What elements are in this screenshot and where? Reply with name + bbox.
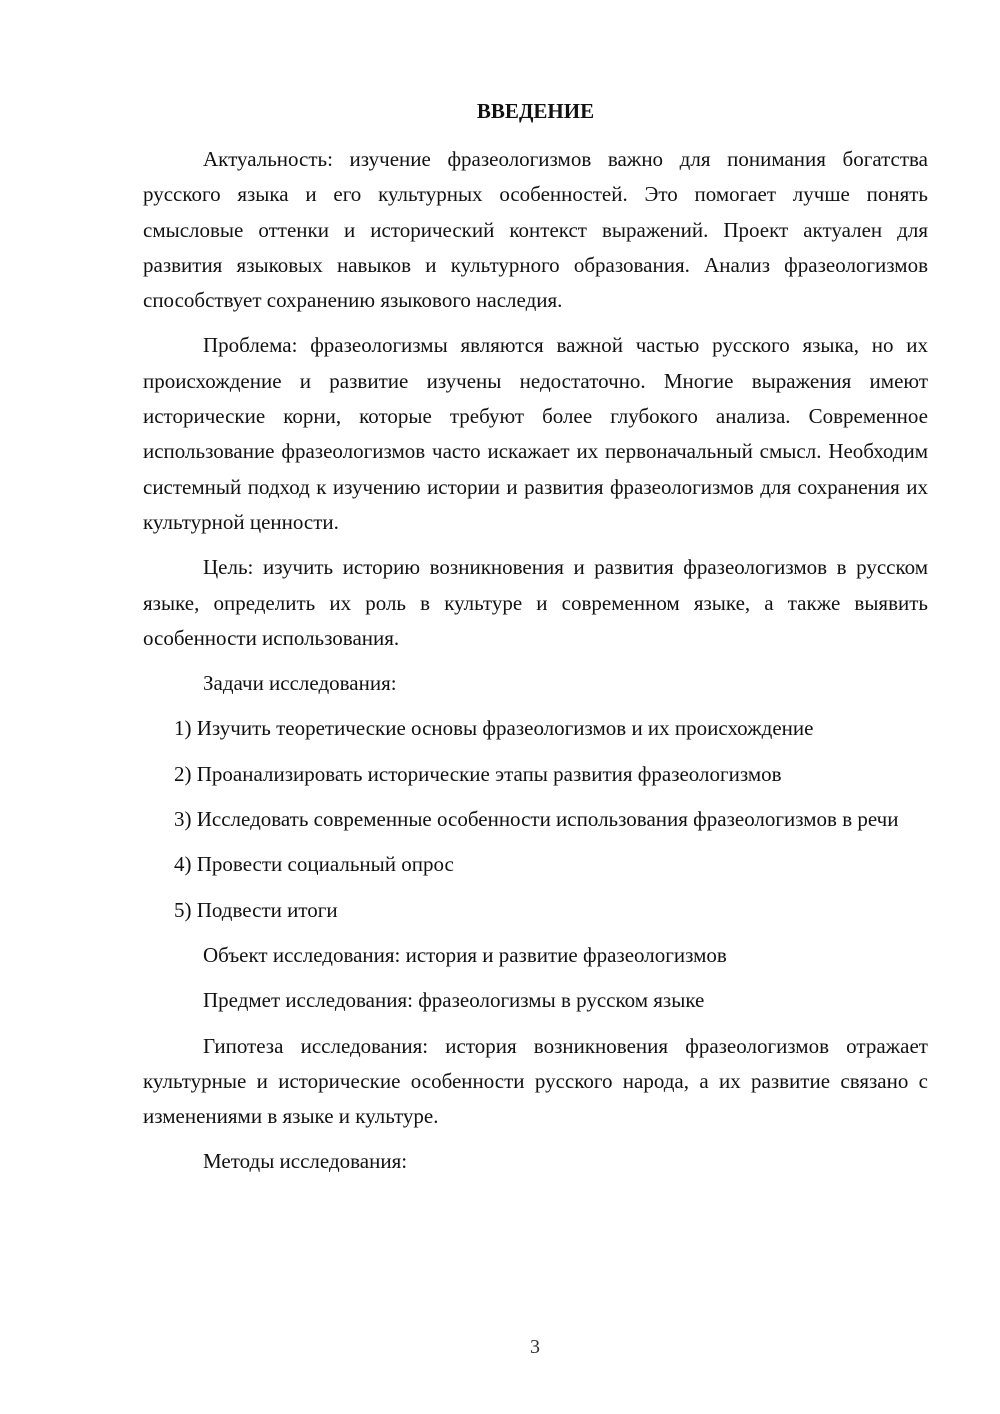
problem-paragraph: Проблема: фразеологизмы являются важной частью русского языка, но их происхождение и развитие изучены недостаточно. Многие выражения имеют исторические корни, которые требуют более глубокого анализа. Современное использование фразеологизмов часто искажает их первоначальный смысл. Необходим системный подход к изучению истории и развития фразеологизмов для сохранения их культурной ценности.	[143, 333, 928, 534]
task-item-2: 2) Проанализировать исторические этапы развития фразеологизмов	[174, 761, 782, 786]
task-item-1: 1) Изучить теоретические основы фразеологизмов и их происхождение	[174, 716, 814, 741]
tasks-heading: Задачи исследования:	[203, 671, 397, 696]
document-body	[143, 142, 928, 1190]
page-number: 3	[530, 1336, 540, 1358]
task-item-5: 5) Подвести итоги	[174, 897, 338, 922]
relevance-paragraph: Актуальность: изучение фразеологизмов важно для понимания богатства русского языка и его культурных особенностей. Это помогает лучше понять смысловые оттенки и исторический контекст выражений. Проект актуален для развития языковых навыков и культурного образования. Анализ фразеологизмов способствует сохранению языкового наследия.	[143, 147, 928, 313]
research-object-paragraph: Объект исследования: история и развитие фразеологизмов	[203, 942, 727, 967]
task-item-4: 4) Провести социальный опрос	[174, 852, 454, 877]
hypothesis-paragraph: Гипотеза исследования: история возникновения фразеологизмов отражает культурные и исторические особенности русского народа, а их развитие связано с изменениями в языке и культуре.	[143, 1033, 928, 1129]
goal-paragraph: Цель: изучить историю возникновения и развития фразеологизмов в русском языке, определить их роль в культуре и современном языке, а также выявить особенности использования.	[143, 555, 928, 650]
section-title: ВВЕДЕНИЕ	[476, 99, 595, 123]
research-subject-paragraph: Предмет исследования: фразеологизмы в русском языке	[203, 988, 705, 1013]
task-item-3: 3) Исследовать современные особенности использования фразеологизмов в речи	[174, 807, 899, 832]
methods-heading: Методы исследования:	[203, 1149, 408, 1174]
